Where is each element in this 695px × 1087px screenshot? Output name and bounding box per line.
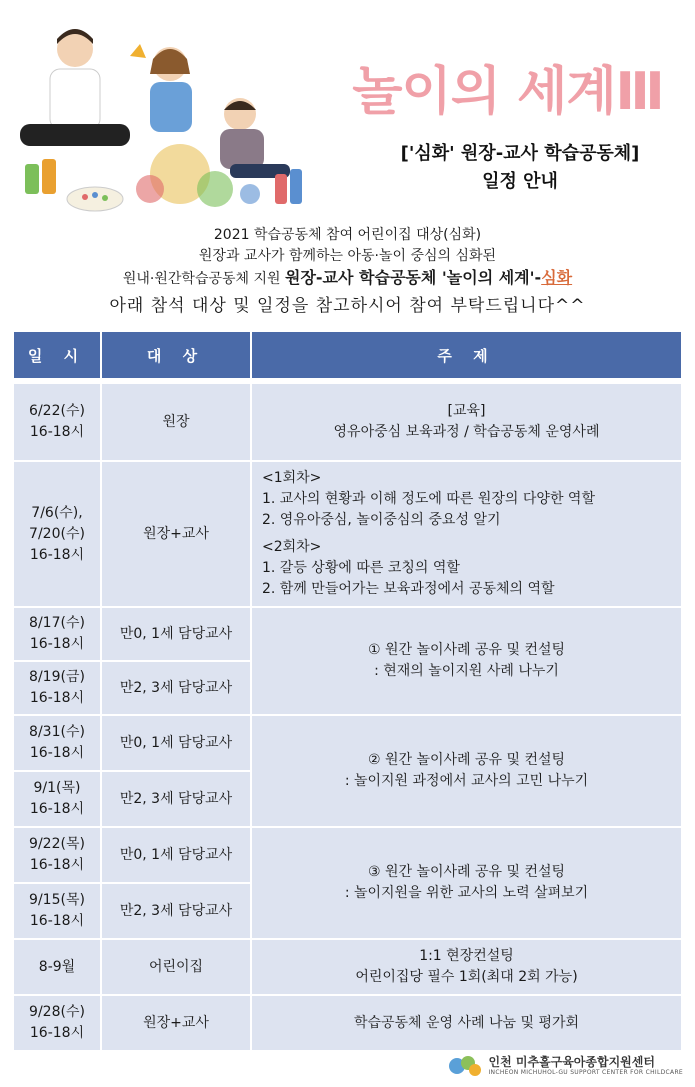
organization-name: 인천 미추홀구육아종합지원센터 [488, 1055, 655, 1069]
target-cell: 원장+교사 [101, 995, 251, 1051]
date-cell: 8/17(수) 16-18시 [13, 607, 101, 661]
table-row [13, 827, 682, 883]
target-cell: 어린이집 [101, 939, 251, 995]
header-topic: 주 제 [251, 331, 682, 379]
header-date: 일 시 [13, 331, 101, 379]
target-cell: 만0, 1세 담당교사 [101, 827, 251, 883]
topic-cell: ③ 원간 놀이사례 공유 및 컨설팅 : 놀이지원을 위한 교사의 노력 살펴보기 [251, 827, 682, 939]
date-cell: 8-9월 [13, 939, 101, 995]
date-cell: 9/28(수) 16-18시 [13, 995, 101, 1051]
date-cell: 8/31(수) 16-18시 [13, 715, 101, 771]
topic-cell: ① 원간 놀이사례 공유 및 컨설팅 : 현재의 놀이지원 사례 나누기 [251, 607, 682, 715]
date-cell: 9/22(목) 16-18시 [13, 827, 101, 883]
header-target: 대 상 [101, 331, 251, 379]
topic-cell: [교육] 영유아중심 보육과정 / 학습공동체 운영사례 [251, 383, 682, 461]
attendance-note: 아래 참석 대상 및 일정을 참고하시어 참여 부탁드립니다^^ [109, 296, 586, 316]
table-row [13, 383, 682, 461]
intro-line: 원장과 교사가 함께하는 아동·놀이 중심의 심화된 [198, 248, 497, 264]
table-row [13, 607, 682, 661]
subtitle-line: 일정 안내 [482, 171, 558, 192]
organization-footer [448, 1052, 683, 1080]
topic-cell: 학습공동체 운영 사례 나눔 및 평가회 [251, 995, 682, 1051]
target-cell: 원장+교사 [101, 461, 251, 607]
intro-line [0, 267, 695, 290]
subtitle-line: ['심화' 원장-교사 학습공동체] [400, 143, 640, 164]
page-title: 놀이의 세계Ⅲ [352, 62, 664, 122]
target-cell: 만2, 3세 담당교사 [101, 661, 251, 715]
topic-cell: <1회차> 1. 교사의 현황과 이해 정도에 따른 원장의 다양한 역할 2. 영유아중심, 놀이중심의 중요성 알기 <2회차> 1. 갈등 상황에 따른 코칭의 역할 2. 함께 만들어가는 보육과정에서 공동체의 역할 [251, 461, 682, 607]
program-name: 원장-교사 학습공동체 '놀이의 세계'- [285, 268, 542, 287]
target-cell: 원장 [101, 383, 251, 461]
table-header-row [13, 331, 682, 379]
date-cell: 9/1(목) 16-18시 [13, 771, 101, 827]
table-row [13, 461, 682, 607]
page-subtitle [360, 140, 680, 196]
target-cell: 만2, 3세 담당교사 [101, 771, 251, 827]
intro-line: 2021 학습공동체 참여 어린이집 대상(심화) [213, 227, 482, 243]
organization-logo-icon [448, 1053, 482, 1079]
intro-prefix: 원내·원간학습공동체 지원 [122, 271, 281, 287]
table-row [13, 995, 682, 1051]
date-cell: 7/6(수), 7/20(수) 16-18시 [13, 461, 101, 607]
target-cell: 만0, 1세 담당교사 [101, 715, 251, 771]
date-cell: 8/19(금) 16-18시 [13, 661, 101, 715]
children-painting-illustration [10, 14, 310, 214]
schedule-table [12, 330, 683, 1052]
date-cell: 9/15(목) 16-18시 [13, 883, 101, 939]
intro-text [0, 225, 695, 290]
organization-name-en: INCHEON MICHUHOL-GU SUPPORT CENTER FOR CHILDCARE [488, 1069, 683, 1076]
target-cell: 만0, 1세 담당교사 [101, 607, 251, 661]
table-row [13, 715, 682, 771]
topic-cell: ② 원간 놀이사례 공유 및 컨설팅 : 놀이지원 과정에서 교사의 고민 나누기 [251, 715, 682, 827]
table-row [13, 939, 682, 995]
target-cell: 만2, 3세 담당교사 [101, 883, 251, 939]
topic-cell: 1:1 현장컨설팅 어린이집당 필수 1회(최대 2회 가능) [251, 939, 682, 995]
program-level: 심화 [541, 268, 573, 287]
date-cell: 6/22(수) 16-18시 [13, 383, 101, 461]
